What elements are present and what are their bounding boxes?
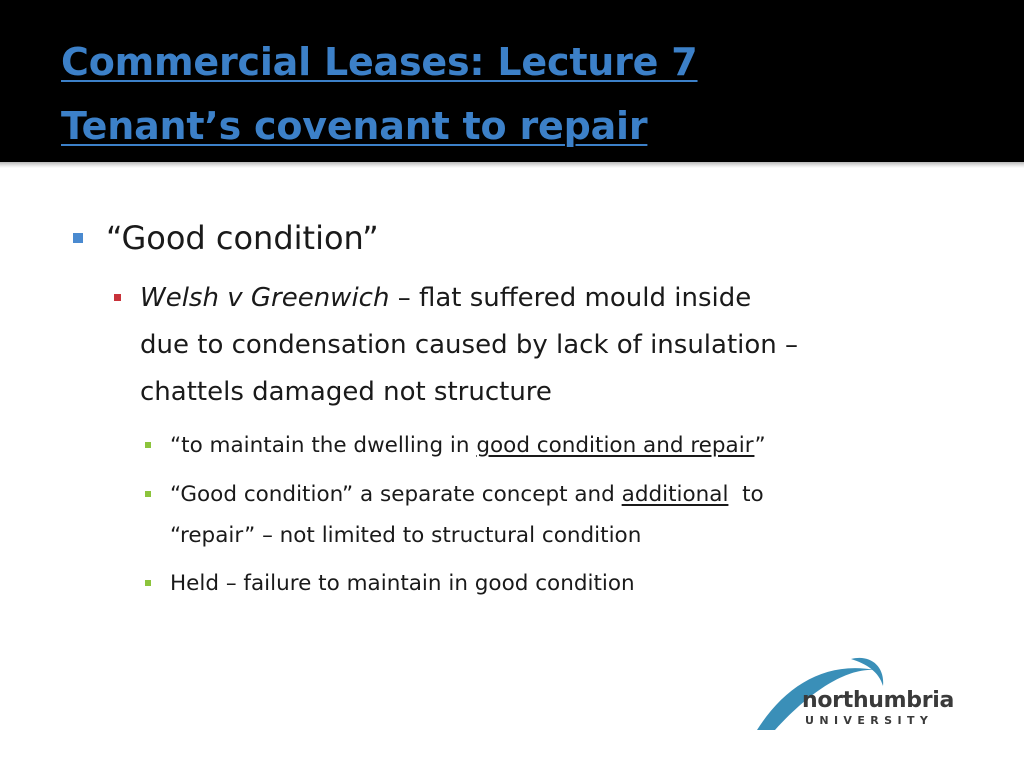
logo-wordmark: northumbria	[802, 688, 955, 713]
quote-maintain-dwelling	[170, 425, 766, 466]
case-description-line-2: due to condensation caused by lack of insulation –	[140, 330, 799, 360]
held-failure: Held – failure to maintain in good condition	[170, 571, 635, 596]
slide-title-line-2: Tenant’s covenant to repair	[61, 104, 648, 148]
concept-prefix: “Good condition” a separate concept and	[170, 482, 622, 507]
level3-bullet-icon	[145, 442, 151, 448]
logo-subtitle: UNIVERSITY	[805, 714, 934, 727]
case-welsh-v-greenwich	[140, 275, 751, 322]
case-description-line-3: chattels damaged not structure	[140, 377, 552, 407]
level2-bullet-icon	[114, 294, 121, 301]
concept-underlined: additional	[621, 482, 729, 507]
case-description-line-1: – flat suffered mould inside	[389, 283, 752, 313]
good-condition-concept	[170, 474, 764, 515]
northumbria-logo	[755, 656, 965, 736]
concept-suffix: to	[728, 482, 764, 507]
slide-title-line-1: Commercial Leases: Lecture 7	[61, 40, 698, 84]
level3-bullet-icon	[145, 580, 151, 586]
quote-maintain-underlined: good condition and repair	[476, 433, 755, 458]
case-name: Welsh v Greenwich	[140, 283, 390, 313]
level1-bullet-icon	[73, 233, 83, 243]
good-condition-concept-line-2: “repair” – not limited to structural condition	[170, 523, 642, 548]
quote-maintain-suffix: ”	[754, 433, 766, 458]
quote-maintain-prefix: “to maintain the dwelling in	[170, 433, 477, 458]
bullet-good-condition: “Good condition”	[106, 219, 379, 257]
level3-bullet-icon	[145, 491, 151, 497]
